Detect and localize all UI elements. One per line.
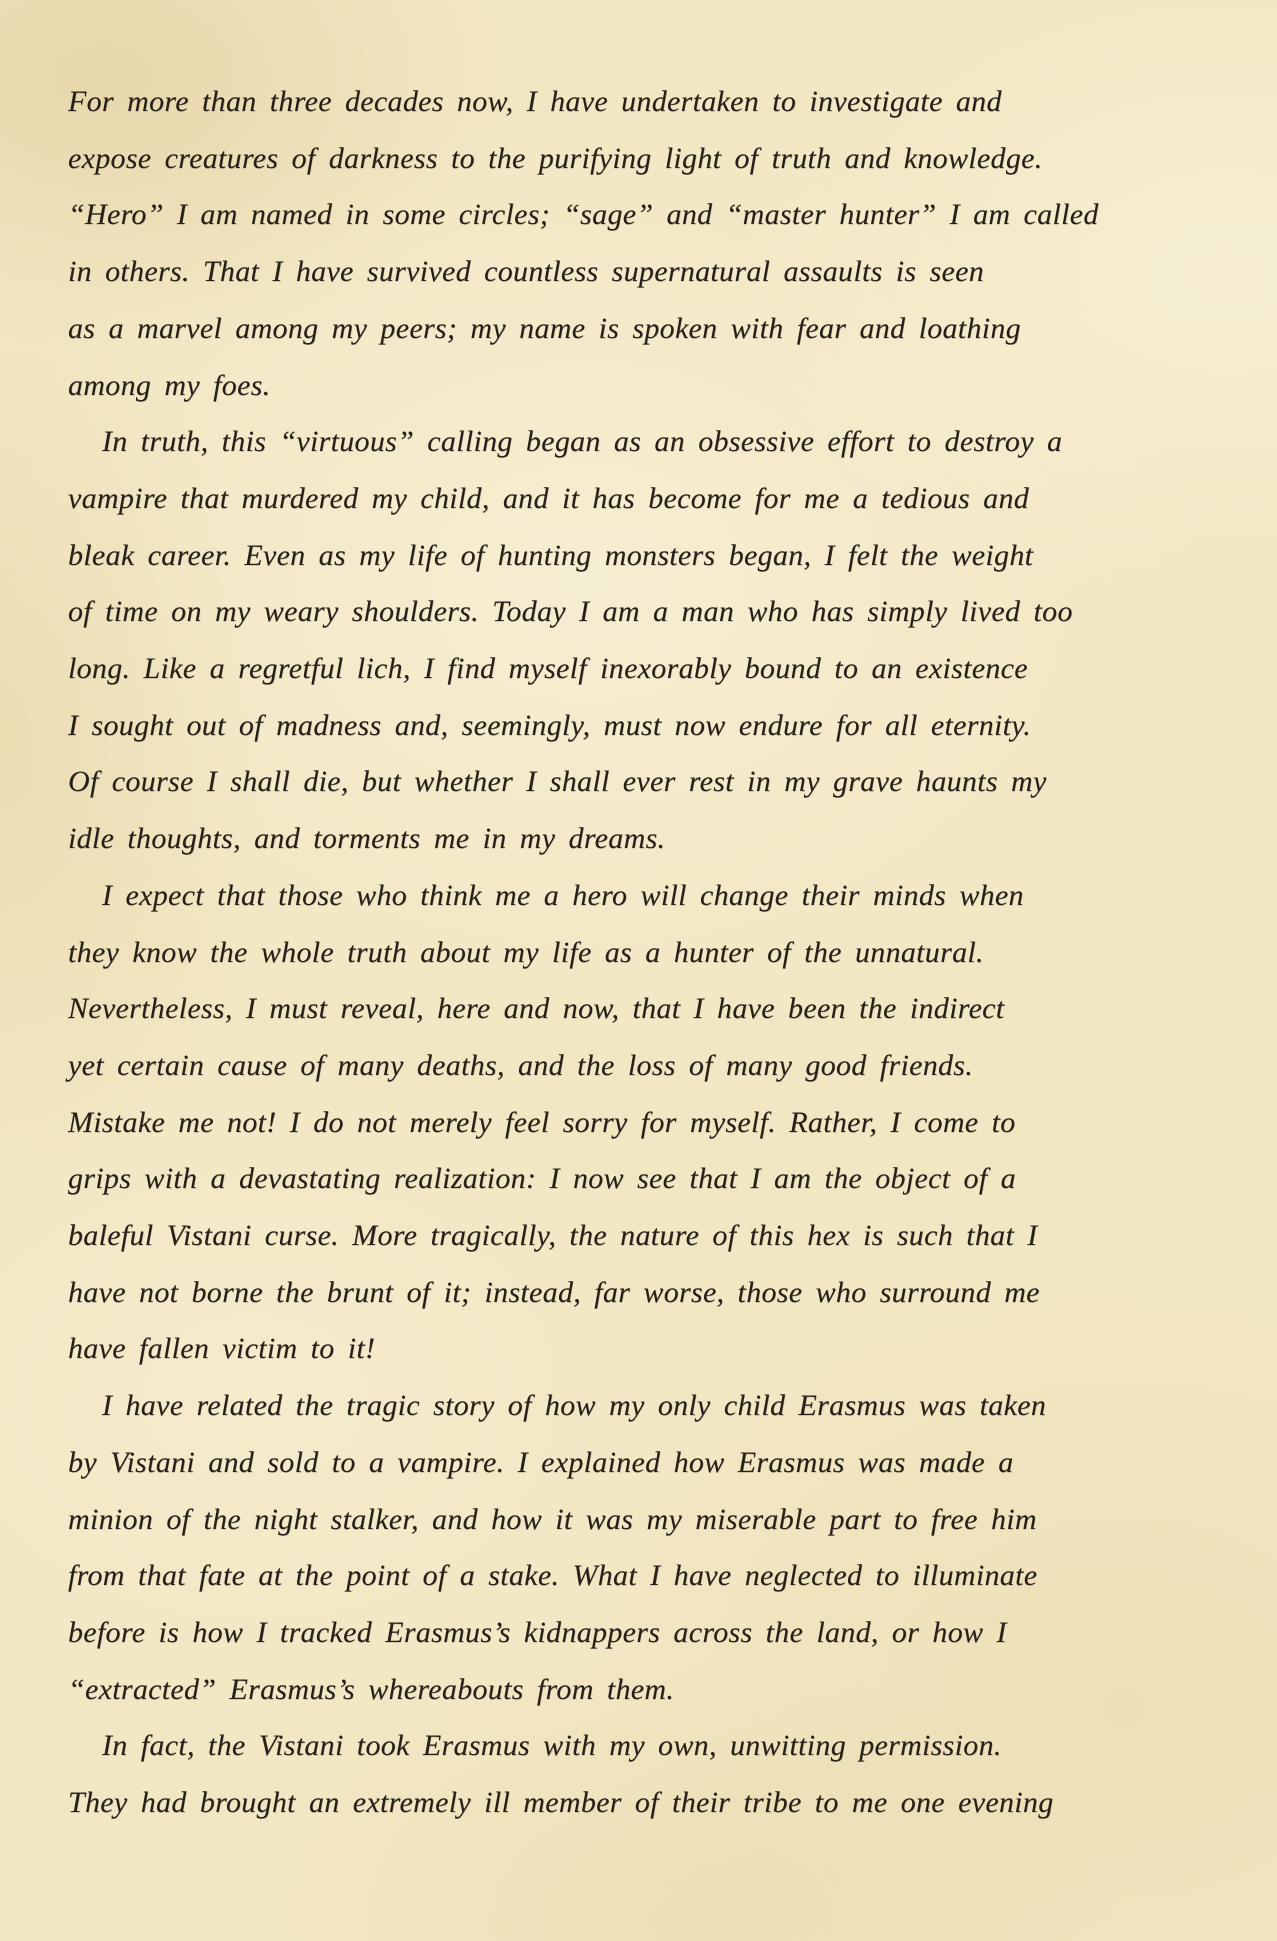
text-line: For more than three decades now, I have undertaken to investigate and bbox=[68, 85, 1002, 118]
text-line: they know the whole truth about my life as a hunter of the unnatural. bbox=[68, 935, 984, 969]
text-line: I expect that those who think me a hero will change their minds when bbox=[102, 878, 1024, 912]
text-line: I sought out of madness and, seemingly, must now endure for all eternity. bbox=[68, 708, 1032, 742]
paragraph-intro bbox=[68, 74, 1237, 414]
text-line: minion of the night stalker, and how it was my miserable part to free him bbox=[68, 1502, 1037, 1536]
text-line: Mistake me not! I do not merely feel sorry for myself. Rather, I come to bbox=[68, 1105, 1016, 1139]
text-line: of time on my weary shoulders. Today I am a man who has simply lived too bbox=[68, 595, 1073, 629]
text-line: Of course I shall die, but whether I shall ever rest in my grave haunts my bbox=[68, 765, 1047, 799]
text-line: from that fate at the point of a stake. What I have neglected to illuminate bbox=[68, 1559, 1038, 1593]
text-line: I have related the tragic story of how my only child Erasmus was taken bbox=[102, 1389, 1047, 1423]
text-line: long. Like a regretful lich, I find myself inexorably bound to an existence bbox=[68, 652, 1028, 686]
text-line: In fact, the Vistani took Erasmus with my own, unwitting permission. bbox=[102, 1729, 1002, 1763]
text-line: “Hero” I am named in some circles; “sage” and “master hunter” I am called bbox=[68, 198, 1099, 232]
text-line: before is how I tracked Erasmus’s kidnappers across the land, or how I bbox=[68, 1615, 1007, 1649]
text-line: idle thoughts, and torments me in my dreams. bbox=[68, 822, 666, 856]
text-line: vampire that murdered my child, and it has become for me a tedious and bbox=[68, 481, 1030, 515]
paragraph-in-truth bbox=[68, 414, 1237, 868]
text-line: yet certain cause of many deaths, and the loss of many good friends. bbox=[68, 1048, 974, 1082]
text-line: baleful Vistani curse. More tragically, the nature of this hex is such that I bbox=[68, 1219, 1038, 1253]
text-line: grips with a devastating realization: I now see that I am the object of a bbox=[68, 1162, 1016, 1196]
text-line: In truth, this “virtuous” calling began as an obsessive effort to destroy a bbox=[102, 425, 1063, 459]
text-line: by Vistani and sold to a vampire. I explained how Erasmus was made a bbox=[68, 1445, 1014, 1479]
text-line: among my foes. bbox=[68, 368, 271, 402]
paragraph-in-fact bbox=[68, 1718, 1237, 1831]
text-line: have not borne the brunt of it; instead, far worse, those who surround me bbox=[68, 1275, 1040, 1309]
text-line: Nevertheless, I must reveal, here and now, that I have been the indirect bbox=[68, 992, 1005, 1026]
text-line: They had brought an extremely ill member of their tribe to me one evening bbox=[68, 1786, 1054, 1820]
text-line: “extracted” Erasmus’s whereabouts from them. bbox=[68, 1672, 675, 1706]
text-line: have fallen victim to it! bbox=[68, 1332, 376, 1366]
text-line: bleak career. Even as my life of hunting monsters began, I felt the weight bbox=[68, 538, 1034, 572]
paragraph-erasmus-story bbox=[68, 1378, 1237, 1718]
text-line: as a marvel among my peers; my name is spoken with fear and loathing bbox=[68, 311, 1021, 345]
text-line: in others. That I have survived countless supernatural assaults is seen bbox=[68, 255, 985, 289]
paragraph-i-expect bbox=[68, 868, 1237, 1378]
text-line: expose creatures of darkness to the purifying light of truth and knowledge. bbox=[68, 141, 1043, 175]
